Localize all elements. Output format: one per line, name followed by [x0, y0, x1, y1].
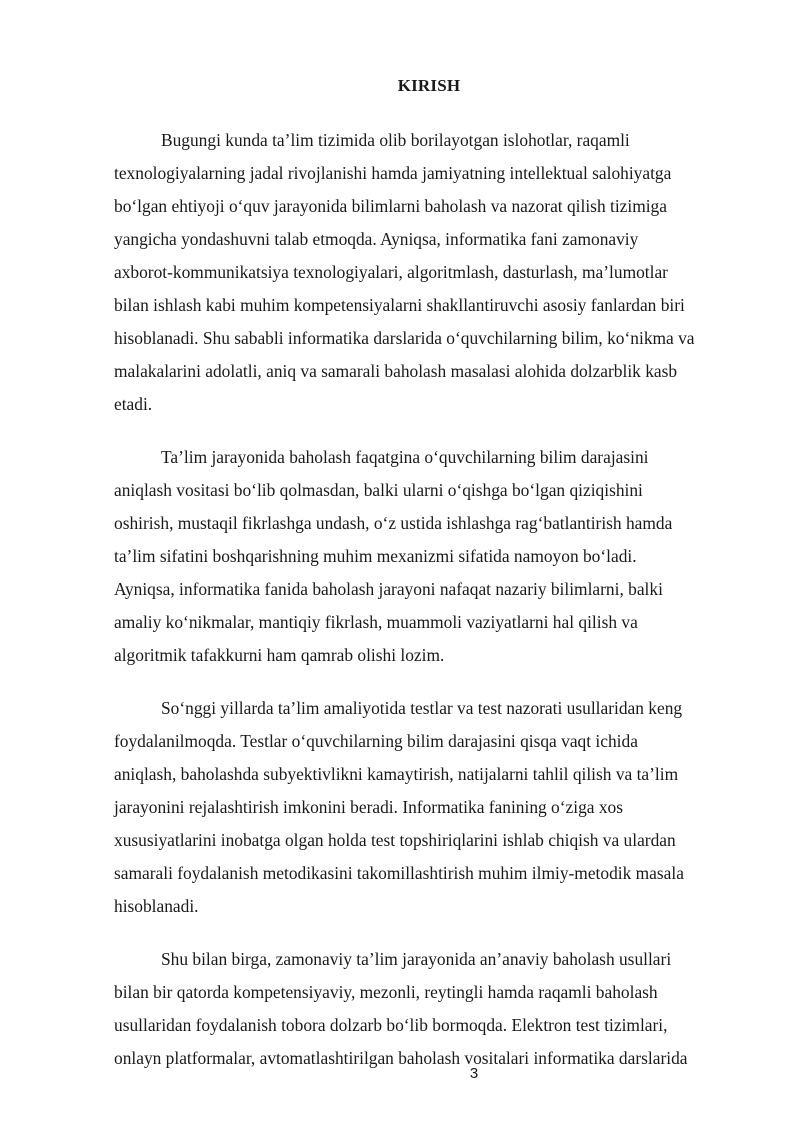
text-line: yangicha yondashuvni talab etmoqda. Ayniqsa, informatika fani zamonaviy [114, 229, 639, 249]
text-line: jarayonini rejalashtirish imkonini beradi. Informatika fanining o‘ziga xos [114, 797, 624, 817]
text-line: algoritmik tafakkurni ham qamrab olishi lozim. [114, 645, 445, 665]
text-line: aniqlash vositasi bo‘lib qolmasdan, balki ularni o‘qishga bo‘lgan qiziqishini [114, 480, 643, 500]
text-line: So‘nggi yillarda ta’lim amaliyotida testlar va test nazorati usullaridan keng [161, 698, 683, 718]
text-line: foydalanilmoqda. Testlar o‘quvchilarning bilim darajasini qisqa vaqt ichida [114, 731, 638, 751]
text-line: hisoblanadi. [114, 896, 199, 916]
paragraph-4 [114, 943, 740, 1075]
paragraph-2 [114, 441, 740, 672]
text-line: malakalarini adolatli, aniq va samarali baholash masalasi alohida dolzarblik kasb [114, 361, 678, 381]
section-title: KIRISH [397, 76, 461, 95]
text-line: bilan bir qatorda kompetensiyaviy, mezonli, reytingli hamda raqamli baholash [114, 982, 658, 1002]
body-text [114, 124, 740, 1095]
paragraph-1 [114, 124, 740, 421]
text-line: usullaridan foydalanish tobora dolzarb bo‘lib bormoqda. Elektron test tizimlari, [114, 1015, 668, 1035]
text-line: aniqlash, baholashda subyektivlikni kamaytirish, natijalarni tahlil qilish va ta’lim [114, 764, 679, 784]
text-line: onlayn platformalar, avtomatlashtirilgan baholash vositalari informatika darslarida [114, 1048, 688, 1068]
text-line: Bugungi kunda ta’lim tizimida olib borilayotgan islohotlar, raqamli [161, 130, 630, 150]
text-line: Ayniqsa, informatika fanida baholash jarayoni nafaqat nazariy bilimlarni, balki [114, 579, 663, 599]
page-number: 3 [469, 1065, 479, 1082]
text-line: Shu bilan birga, zamonaviy ta’lim jarayonida an’anaviy baholash usullari [161, 949, 672, 969]
text-line: Ta’lim jarayonida baholash faqatgina o‘quvchilarning bilim darajasini [161, 447, 649, 467]
text-line: ta’lim sifatini boshqarishning muhim mexanizmi sifatida namoyon bo‘ladi. [114, 546, 637, 566]
text-line: amaliy ko‘nikmalar, mantiqiy fikrlash, muammoli vaziyatlarni hal qilish va [114, 612, 638, 632]
text-line: hisoblanadi. Shu sababli informatika darslarida o‘quvchilarning bilim, ko‘nikma va [114, 328, 695, 348]
text-line: axborot-kommunikatsiya texnologiyalari, algoritmlash, dasturlash, ma’lumotlar [114, 262, 668, 282]
text-line: etadi. [114, 394, 153, 414]
text-line: bilan ishlash kabi muhim kompetensiyalarni shakllantiruvchi asosiy fanlardan biri [114, 295, 685, 315]
paragraph-3 [114, 692, 740, 923]
text-line: samarali foydalanish metodikasini takomillashtirish muhim ilmiy-metodik masala [114, 863, 684, 883]
text-line: bo‘lgan ehtiyoji o‘quv jarayonida bilimlarni baholash va nazorat qilish tizimiga [114, 196, 667, 216]
text-line: oshirish, mustaqil fikrlashga undash, o‘z ustida ishlashga rag‘batlantirish hamda [114, 513, 673, 533]
text-line: texnologiyalarning jadal rivojlanishi hamda jamiyatning intellektual salohiyatga [114, 163, 672, 183]
text-line: xususiyatlarini inobatga olgan holda test topshiriqlarini ishlab chiqish va ulardan [114, 830, 676, 850]
